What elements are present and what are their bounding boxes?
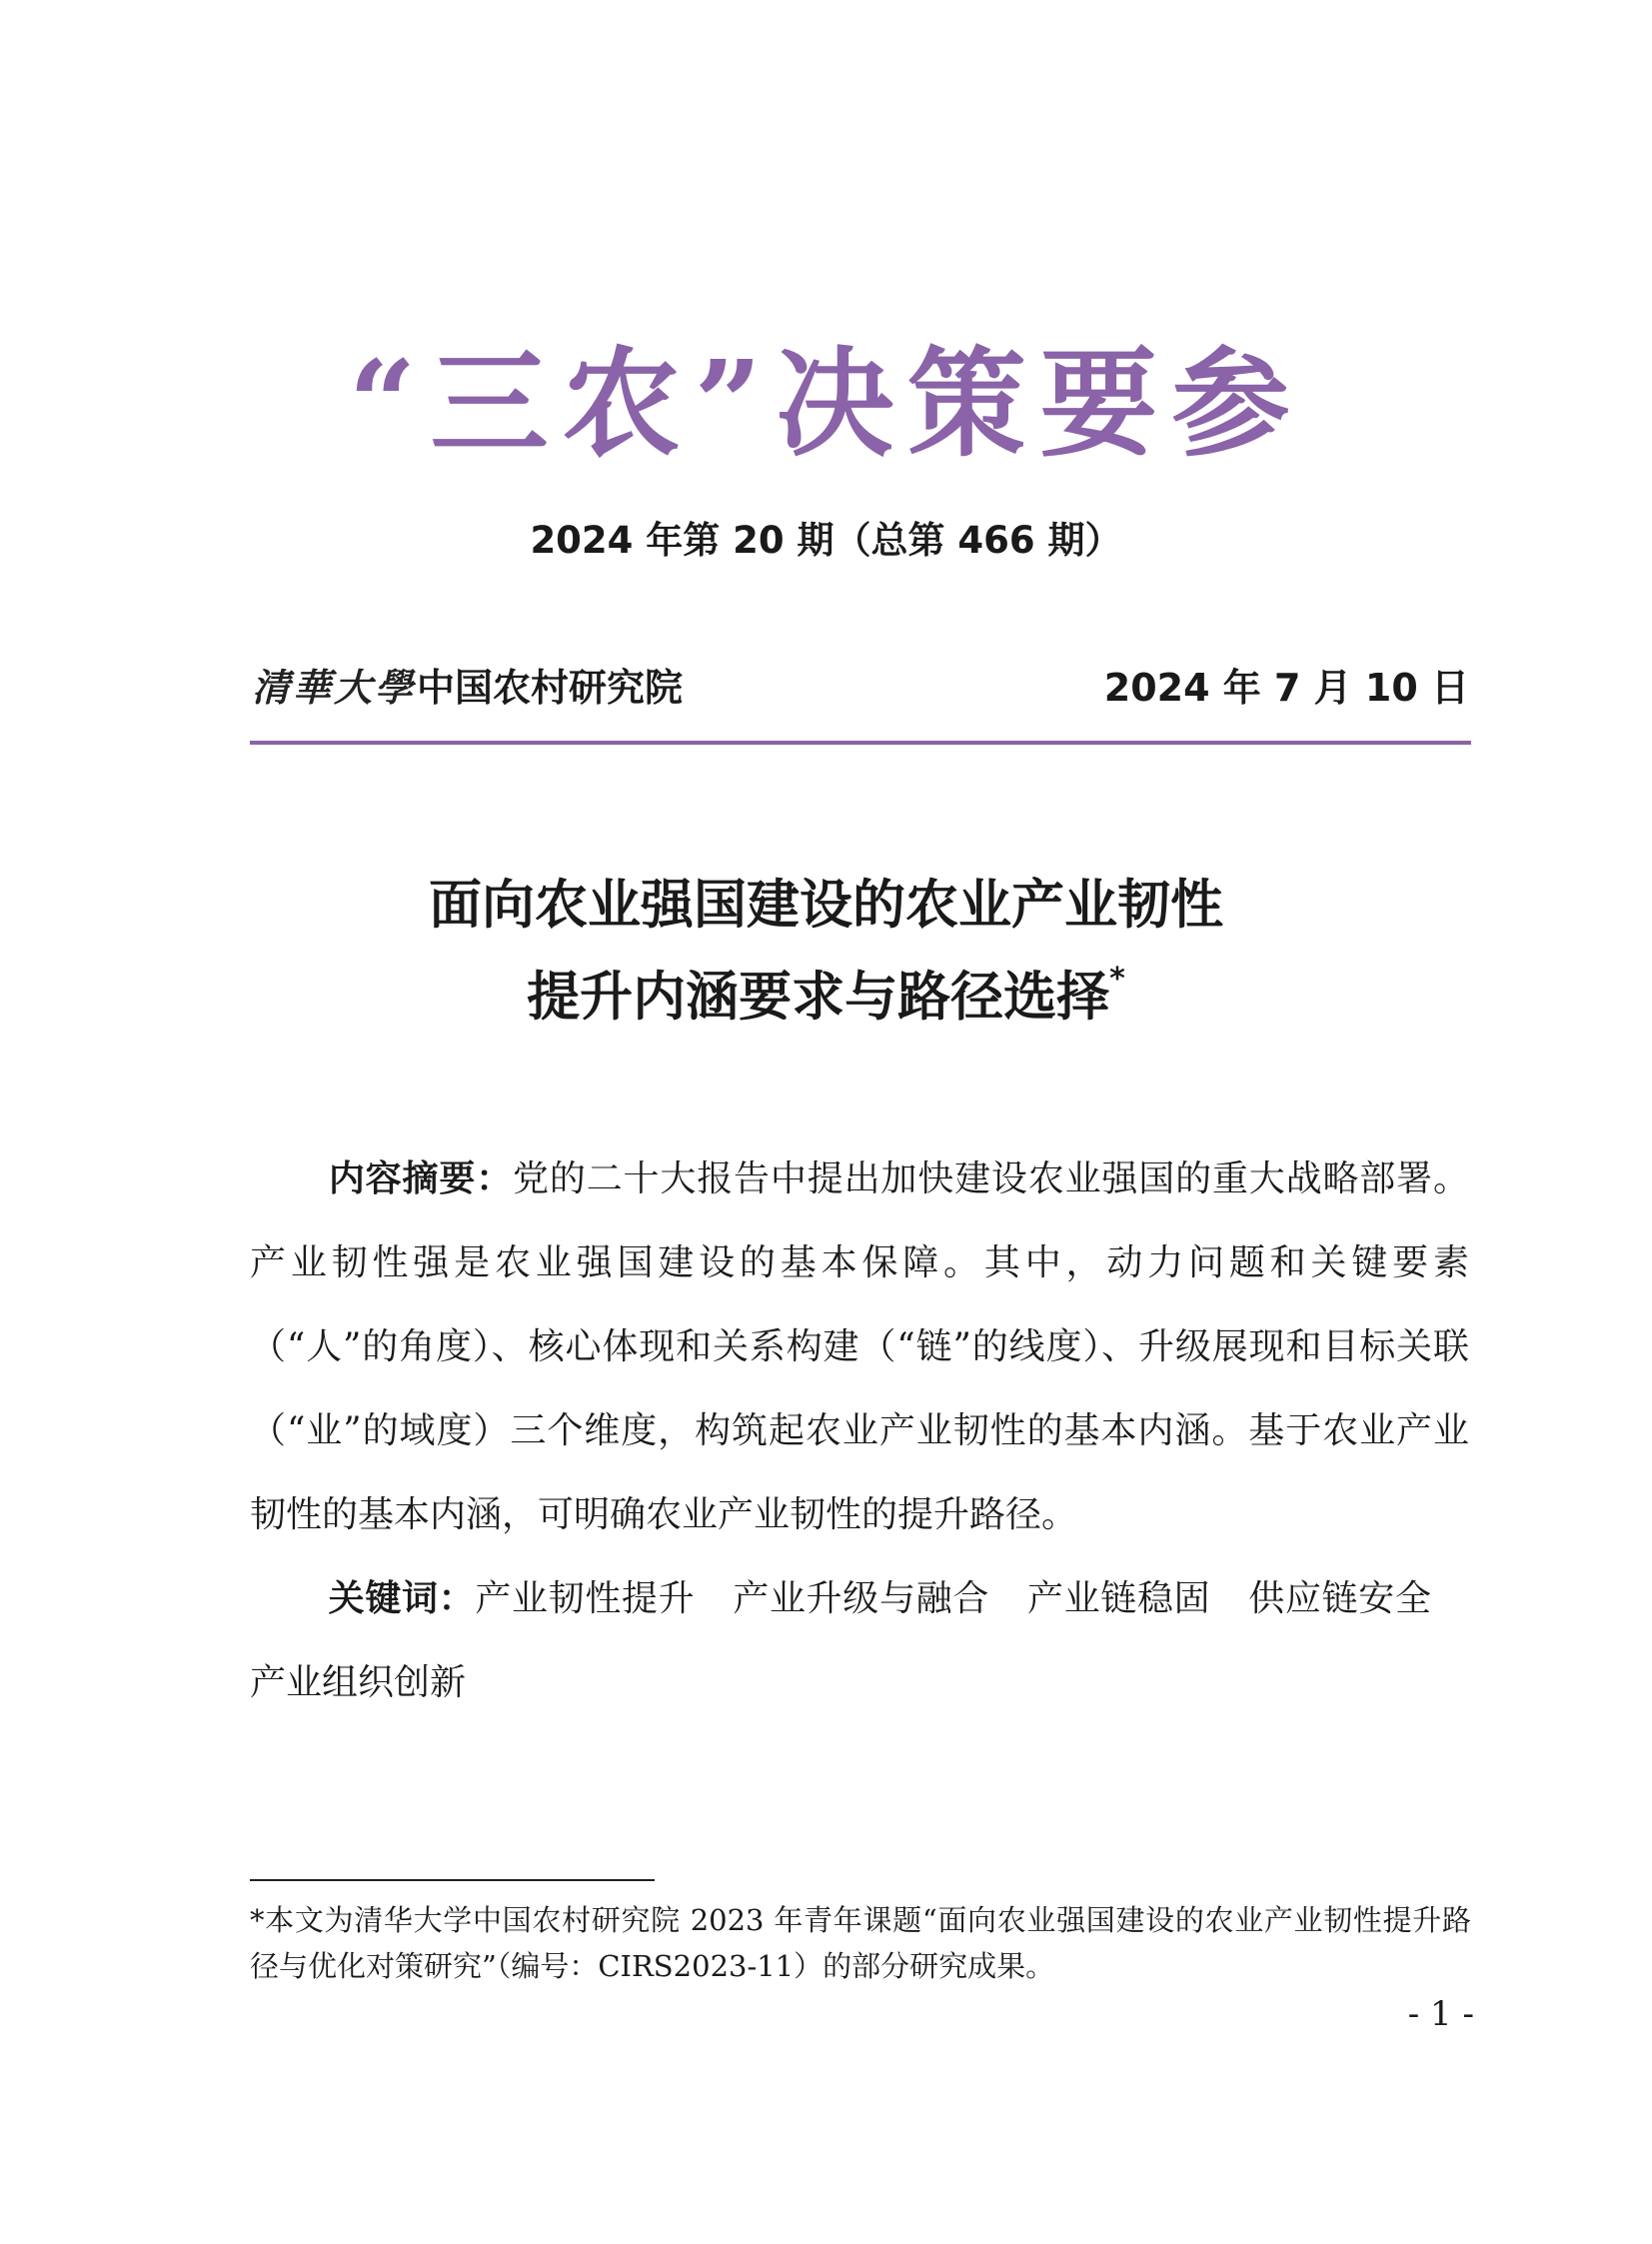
keyword-item: 产业组织创新 [250, 1662, 467, 1703]
keyword-item: 产业韧性提升 [475, 1578, 696, 1619]
keywords-paragraph [250, 1557, 1469, 1725]
title-line-2-text: 提升内涵要求与路径选择 [527, 967, 1110, 1028]
publication-date: 2024 年 7 月 10 日 [1103, 666, 1469, 710]
keyword-item: 产业链稳固 [1026, 1578, 1211, 1619]
tsinghua-logo: 清華大學 [252, 665, 417, 710]
page-number: - 1 - [1407, 1994, 1474, 2034]
masthead-title: “三农”决策要参 [348, 334, 1304, 473]
abstract-text: 党的二十大报告中提出加快建设农业强国的重大战略部署。产业韧性强是农业强国建设的基本保障。其中，动力问题和关键要素（“人”的角度）、核心体现和关系构建（“链”的线度）、升级展现和目标关联（“业”的域度）三个维度，构筑起农业产业韧性的基本内涵。基于农业产业韧性的基本内涵，可明确农业产业韧性的提升路径。 [250, 1158, 1469, 1535]
abstract-paragraph [250, 1137, 1469, 1557]
article-title [0, 860, 1652, 1044]
title-line-2 [0, 952, 1652, 1044]
header-divider [250, 741, 1471, 745]
keyword-item: 供应链安全 [1248, 1578, 1431, 1619]
footnote: *本文为清华大学中国农村研究院 2023 年青年课题“面向农业强国建设的农业产业韧性提升路径与优化对策研究”（编号：CIRS2023-11）的部分研究成果。 [250, 1903, 1471, 1983]
keywords-label: 关键词： [328, 1578, 476, 1619]
abstract-label: 内容摘要： [328, 1158, 514, 1199]
issue-number: 2024 年第 20 期（总第 466 期） [530, 519, 1122, 562]
footnote-divider [250, 1879, 655, 1881]
header-row [252, 660, 1469, 716]
institute-name: 中国农村研究院 [417, 666, 684, 710]
footnote-marker: * [1109, 962, 1125, 997]
keyword-item: 产业升级与融合 [733, 1578, 989, 1619]
title-line-1: 面向农业强国建设的农业产业韧性 [429, 875, 1223, 936]
